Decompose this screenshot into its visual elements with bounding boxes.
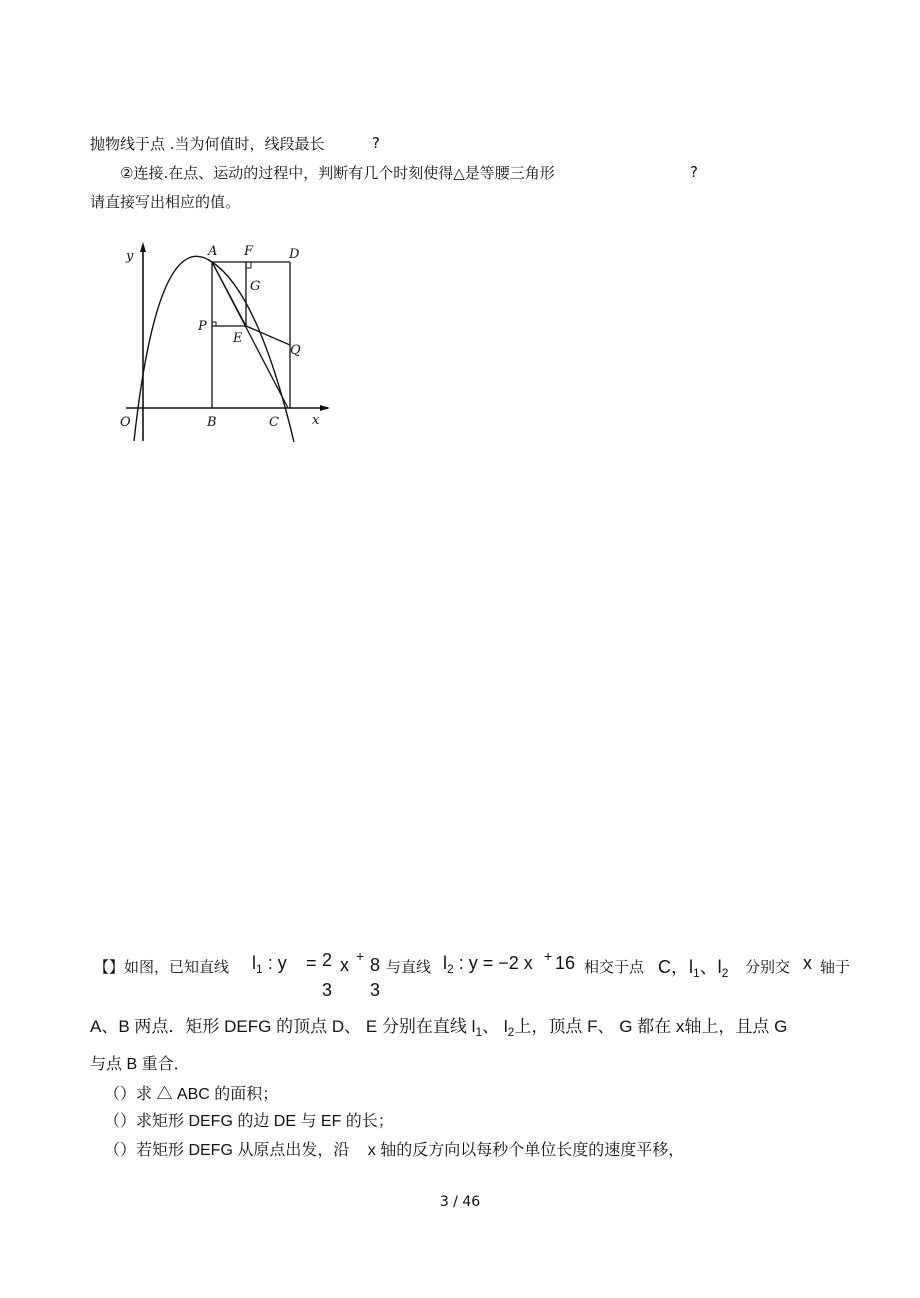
sub-question-2: （）求矩形 DEFG 的边 DE 与 EF 的长； — [104, 1113, 394, 1130]
problem-line-2 — [90, 1012, 787, 1037]
meet-text: 分别交 — [745, 958, 791, 976]
problem-bracket: 【】 — [94, 958, 125, 976]
equal-sign: = — [306, 953, 317, 973]
line2-part-b: 的顶点 — [276, 1017, 328, 1036]
text-line-3: 请直接写出相应的值。 — [90, 193, 241, 211]
x-axis-var: x — [803, 953, 812, 973]
problem-intro — [94, 956, 229, 977]
segment-eq — [246, 326, 290, 345]
frac2-numerator: 8 — [370, 955, 381, 975]
problem-intro-text: 如图，已知直线 — [124, 958, 230, 976]
right-angle-f — [246, 262, 251, 268]
enum-comma: 、 — [482, 1017, 500, 1036]
sub-question-1: （）求 △ ABC 的面积； — [104, 1086, 279, 1103]
point-g-2: G — [774, 1017, 788, 1036]
line-l1-label — [252, 953, 287, 974]
point-f: F、 — [587, 1017, 615, 1036]
plus-sign-1: + — [356, 948, 365, 964]
label-c: C — [269, 415, 279, 430]
frac1-numerator: 2 — [322, 950, 333, 970]
label-y: y — [126, 249, 134, 264]
figure-svg — [112, 236, 342, 456]
x-axis-var-b: x — [675, 1017, 685, 1036]
line2-part-f: 轴上，且点 — [684, 1017, 770, 1036]
page-number: 3 / 46 — [439, 1194, 481, 1210]
text-line-1-body: 抛物线于点 .当为何值时，线段最长 — [90, 135, 325, 153]
defg-label: DEFG — [224, 1017, 272, 1036]
label-d: D — [289, 247, 300, 262]
line2-part-e: 都在 — [637, 1017, 672, 1036]
x-axis-arrow — [320, 405, 330, 411]
label-f: F — [244, 244, 254, 259]
point-c-l1 — [658, 953, 728, 979]
frac1-denominator: 3 — [322, 980, 333, 1000]
with-line-text: 与直线 — [386, 958, 432, 976]
text-line-1 — [90, 134, 325, 154]
label-x: x — [312, 413, 320, 428]
geometry-figure — [112, 236, 342, 456]
line2-part-a: A、B 两点．矩形 — [90, 1017, 220, 1036]
intersect-text: 相交于点 — [584, 958, 645, 976]
sub-question-3-part-a: （）若矩形 DEFG 从原点出发，沿 — [104, 1142, 350, 1159]
frac2-denominator: 3 — [370, 980, 381, 1000]
l2-subscript-b: 2 — [721, 966, 729, 980]
l2b-subscript: 2 — [507, 1025, 515, 1039]
label-b: B — [207, 415, 217, 430]
line2-part-c: 分别在直线 — [381, 1017, 467, 1036]
label-e: E — [233, 331, 243, 346]
question-mark-2: ? — [690, 163, 698, 181]
sub-question-3-part-b: 轴的反方向以每秒个单位长度的速度平移， — [380, 1142, 685, 1159]
point-d: D、 — [331, 1017, 362, 1036]
point-c: C，l — [658, 957, 693, 977]
point-g: G — [619, 1017, 633, 1036]
l2-separator: 、l — [699, 957, 722, 977]
plus-sign-2: + — [544, 948, 553, 964]
problem-line-3: 与点 B 重合． — [90, 1056, 190, 1073]
label-o: O — [120, 415, 131, 430]
point-e: E — [365, 1017, 378, 1036]
number-16: 16 — [555, 953, 576, 973]
l2-symbol-b: l — [503, 1017, 508, 1036]
label-a: A — [208, 244, 218, 259]
l1-symbol: l — [252, 953, 256, 973]
axis-at-text: 轴于 — [820, 958, 851, 976]
label-g: G — [250, 279, 261, 294]
l2-equation: : y = −2 x — [458, 953, 533, 973]
l2-subscript: 2 — [447, 962, 454, 976]
label-p: P — [198, 319, 207, 334]
l1b-subscript: 1 — [475, 1025, 483, 1039]
y-axis-arrow — [140, 242, 146, 252]
line2-part-d: 上，顶点 — [514, 1017, 583, 1036]
sub-question-3 — [104, 1137, 684, 1160]
l1-symbol-b: l — [471, 1017, 476, 1036]
question-mark-1: ? — [372, 134, 380, 152]
text-line-2: ②连接.在点、运动的过程中，判断有几个时刻使得△是等腰三角形 — [120, 164, 555, 182]
label-q: Q — [290, 343, 301, 358]
l1-subscript-b: 1 — [693, 966, 700, 980]
sub-question-3-x: x — [367, 1142, 376, 1159]
x-variable: x — [340, 955, 349, 975]
line-l2-label — [443, 953, 533, 974]
l2-symbol: l — [443, 953, 447, 973]
l1-equation: : y — [267, 953, 287, 973]
l1-subscript: 1 — [256, 962, 263, 976]
